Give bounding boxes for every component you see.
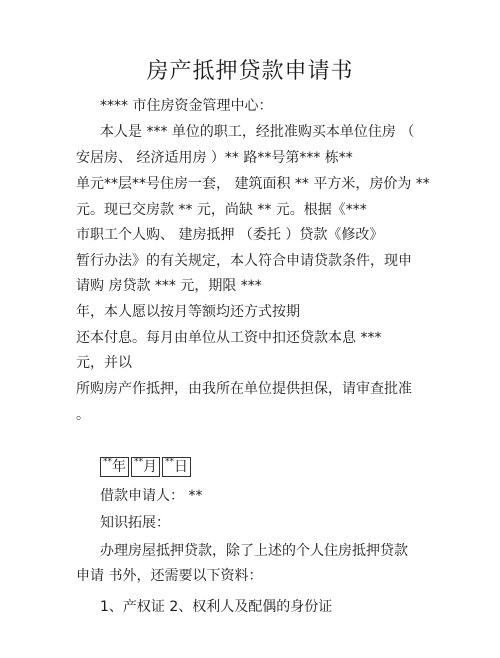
- body-line-10: 元，并以: [76, 355, 132, 371]
- month-box: [131, 457, 160, 477]
- extra-line-2: 申请 书外，还需要以下资料：: [76, 568, 263, 584]
- knowledge-title: 知识拓展：: [100, 515, 170, 531]
- body-line-12: 。: [76, 407, 90, 423]
- year-box: [100, 457, 129, 477]
- body-line-7: 请购 房贷款 *** 元，期限 ***: [76, 278, 262, 294]
- year-mark: **: [103, 457, 112, 467]
- month-label: 月: [143, 459, 157, 475]
- body-line-5: 市职工个人购、 建房抵押 （委托 ）贷款《修改》: [76, 227, 384, 243]
- year-label: 年: [112, 459, 126, 475]
- day-label: 日: [174, 459, 188, 475]
- extra-line-3: 1、产权证 2、权利人及配偶的身份证: [100, 599, 333, 615]
- body-line-11: 所购房产作抵押，由我所在单位提供担保，请审查批准: [76, 381, 412, 397]
- body-line-1: 本人是 *** 单位的职工，经批准购买本单位住房 （: [100, 124, 415, 140]
- body-line-8: 年，本人愿以按月等额均还方式按期: [76, 304, 300, 320]
- body-line-2: 安居房、 经济适用房 ）** 路**号第*** 栋**: [76, 150, 353, 166]
- body-line-3: 单元**层**号住房一套， 建筑面积 ** 平方米，房价为 **: [76, 176, 430, 192]
- applicant-line: 借款申请人： **: [100, 488, 203, 504]
- day-mark: **: [165, 457, 174, 467]
- body-line-9: 还本付息。每月由单位从工资中扣还贷款本息 ***: [76, 330, 382, 346]
- month-mark: **: [134, 457, 143, 467]
- date-row: [100, 456, 193, 478]
- extra-line-1: 办理房屋抵押贷款，除了上述的个人住房抵押贷款: [100, 543, 408, 559]
- body-line-4: 元。现已交房款 ** 元，尚缺 ** 元。根据《***: [76, 202, 367, 218]
- addressee-line: **** 市住房资金管理中心：: [100, 98, 273, 114]
- document-title: 房产抵押贷款申请书: [146, 59, 354, 84]
- day-box: [162, 457, 191, 477]
- body-line-6: 暂行办法》的有关规定，本人符合申请贷款条件，现申: [76, 253, 412, 269]
